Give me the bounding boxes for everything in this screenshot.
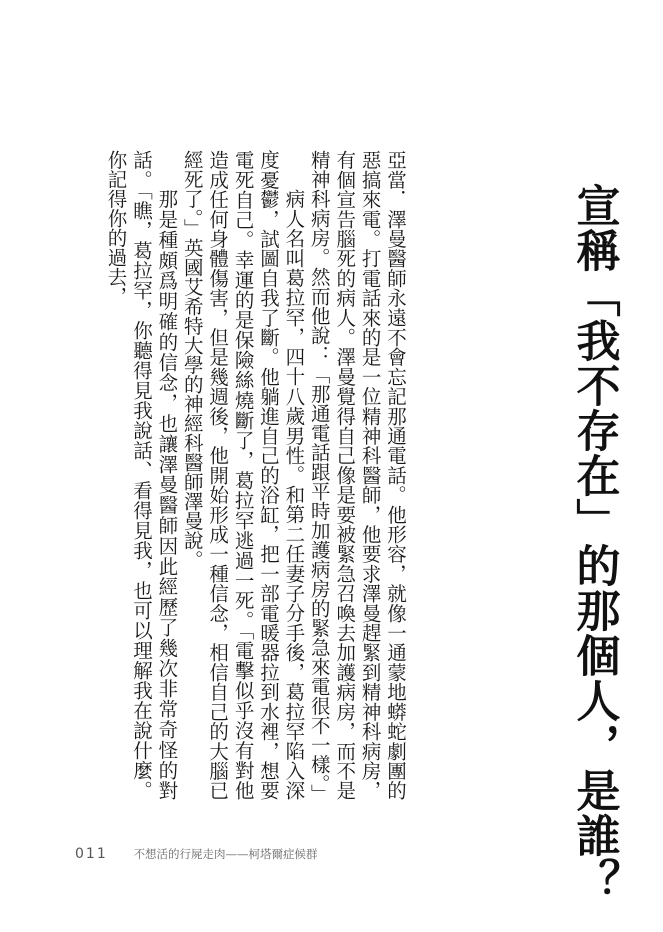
running-head: 不想活的行屍走肉——柯塔爾症候群 <box>133 847 318 861</box>
paragraph-2: 病人名叫葛拉罕，四十八歲男性。和第二任妻子分手後，葛拉罕陷入深度憂鬱，試圖自我了斷。他躺進自己的浴缸，把一部電暖器拉到水裡，想要電死自己。幸運的是保險絲燒斷了，葛拉罕逃過一死。「電擊似乎沒有對他造成任何身體傷害，但是幾週後，他開始形成一種信念，相信自己的大腦已經死了。」英國艾希特大學的神經科醫師澤曼說。 <box>180 150 306 800</box>
body-text <box>104 150 408 804</box>
chapter-title: 宣稱「我不存在」的那個人，是誰？ <box>568 183 620 903</box>
paragraph-3: 那是種頗爲明確的信念，也讓澤曼醫師因此經歷了幾次非常奇怪的對話。「瞧，葛拉罕，你聽得見我說話、看得見我，也可以理解我在說什麼。你記得你的過去， <box>104 150 179 800</box>
page-number: 011 <box>75 846 108 862</box>
page-footer <box>75 846 318 862</box>
paragraph-1: 亞當．澤曼醫師永遠不會忘記那通電話。他形容，就像一通蒙地蟒蛇劇團的惡搞來電。打電話來的是一位精神科醫師，他要求澤曼趕緊到精神科病房，有個宣告腦死的病人。澤曼覺得自己像是要被緊急召喚去加護病房，而不是精神科病房。然而他說：「那通電話跟平時加護病房的緊急來電很不一樣。」 <box>307 150 407 804</box>
